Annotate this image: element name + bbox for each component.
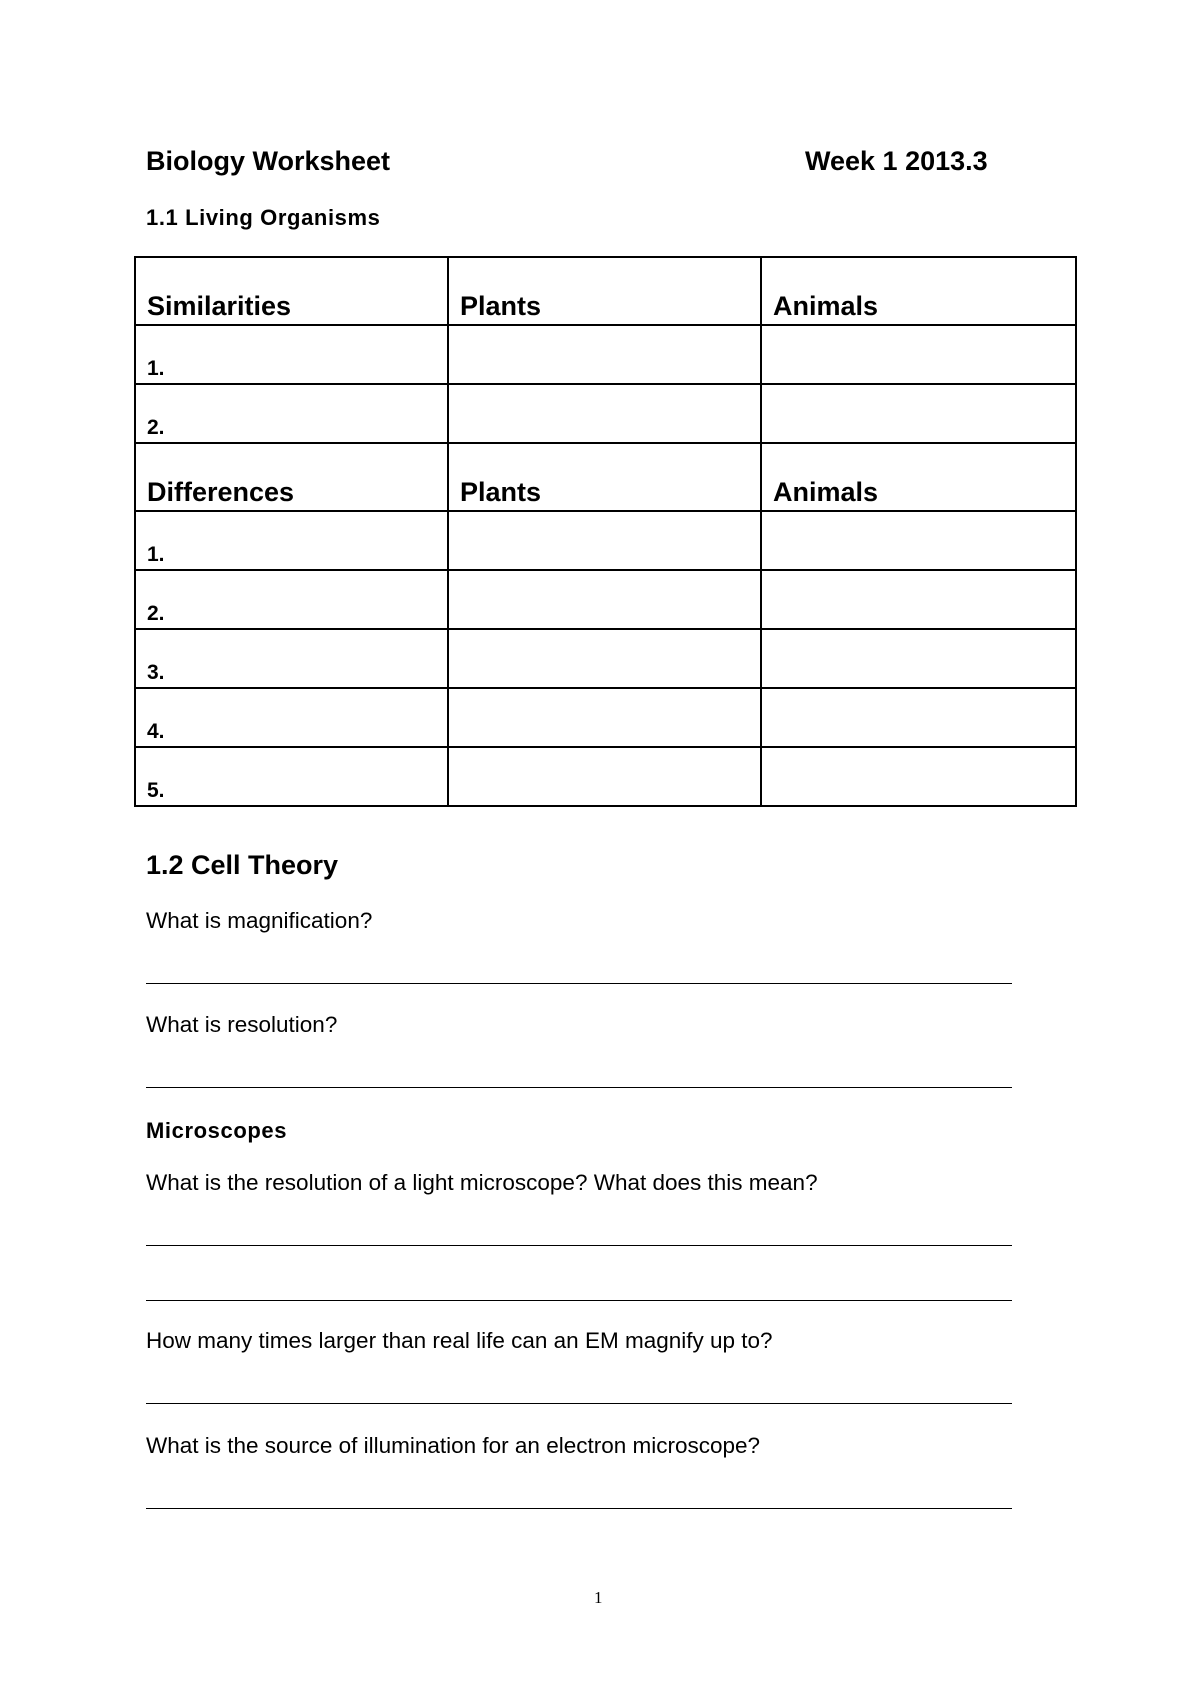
question-magnification: What is magnification? xyxy=(146,908,373,933)
answer-line-light-microscope-1[interactable] xyxy=(146,1245,1012,1246)
answer-line-em-magnification[interactable] xyxy=(146,1403,1012,1404)
question-light-microscope-resolution: What is the resolution of a light microscope? What does this mean? xyxy=(146,1170,818,1195)
section-heading-living-organisms: 1.1 Living Organisms xyxy=(146,205,381,230)
worksheet-title: Biology Worksheet xyxy=(146,146,391,176)
microscopes-heading: Microscopes xyxy=(146,1118,288,1143)
header-cell-plants: Plants xyxy=(448,257,761,325)
plants-answer-cell[interactable] xyxy=(448,688,761,747)
row-number: 2. xyxy=(135,570,448,629)
question-em-magnification: How many times larger than real life can an EM magnify up to? xyxy=(146,1328,773,1353)
animals-answer-cell[interactable] xyxy=(761,384,1076,443)
section-heading-cell-theory: 1.2 Cell Theory xyxy=(146,850,339,880)
header-cell-animals: Animals xyxy=(761,443,1076,511)
table-header-row-differences xyxy=(135,443,1076,511)
answer-line-resolution[interactable] xyxy=(146,1087,1012,1088)
plants-answer-cell[interactable] xyxy=(448,570,761,629)
table-row xyxy=(135,511,1076,570)
question-em-illumination: What is the source of illumination for an electron microscope? xyxy=(146,1433,761,1458)
page-number: 1 xyxy=(594,1588,603,1607)
row-number: 5. xyxy=(135,747,448,806)
row-number: 3. xyxy=(135,629,448,688)
animals-answer-cell[interactable] xyxy=(761,747,1076,806)
animals-answer-cell[interactable] xyxy=(761,570,1076,629)
living-organisms-table xyxy=(134,256,1077,807)
animals-answer-cell[interactable] xyxy=(761,688,1076,747)
table-row xyxy=(135,747,1076,806)
plants-answer-cell[interactable] xyxy=(448,511,761,570)
header-cell-similarities: Similarities xyxy=(135,257,448,325)
table-row xyxy=(135,384,1076,443)
answer-line-magnification[interactable] xyxy=(146,983,1012,984)
row-number: 1. xyxy=(135,325,448,384)
plants-answer-cell[interactable] xyxy=(448,629,761,688)
plants-answer-cell[interactable] xyxy=(448,384,761,443)
animals-answer-cell[interactable] xyxy=(761,629,1076,688)
plants-answer-cell[interactable] xyxy=(448,747,761,806)
question-resolution: What is resolution? xyxy=(146,1012,338,1037)
table-row xyxy=(135,629,1076,688)
week-label: Week 1 2013.3 xyxy=(805,146,988,176)
table-row xyxy=(135,688,1076,747)
header-cell-animals: Animals xyxy=(761,257,1076,325)
table-row xyxy=(135,570,1076,629)
header-cell-plants: Plants xyxy=(448,443,761,511)
row-number: 1. xyxy=(135,511,448,570)
header-cell-differences: Differences xyxy=(135,443,448,511)
row-number: 4. xyxy=(135,688,448,747)
animals-answer-cell[interactable] xyxy=(761,325,1076,384)
animals-answer-cell[interactable] xyxy=(761,511,1076,570)
row-number: 2. xyxy=(135,384,448,443)
answer-line-em-illumination[interactable] xyxy=(146,1508,1012,1509)
answer-line-light-microscope-2[interactable] xyxy=(146,1300,1012,1301)
table-row xyxy=(135,325,1076,384)
table-header-row-similarities xyxy=(135,257,1076,325)
plants-answer-cell[interactable] xyxy=(448,325,761,384)
